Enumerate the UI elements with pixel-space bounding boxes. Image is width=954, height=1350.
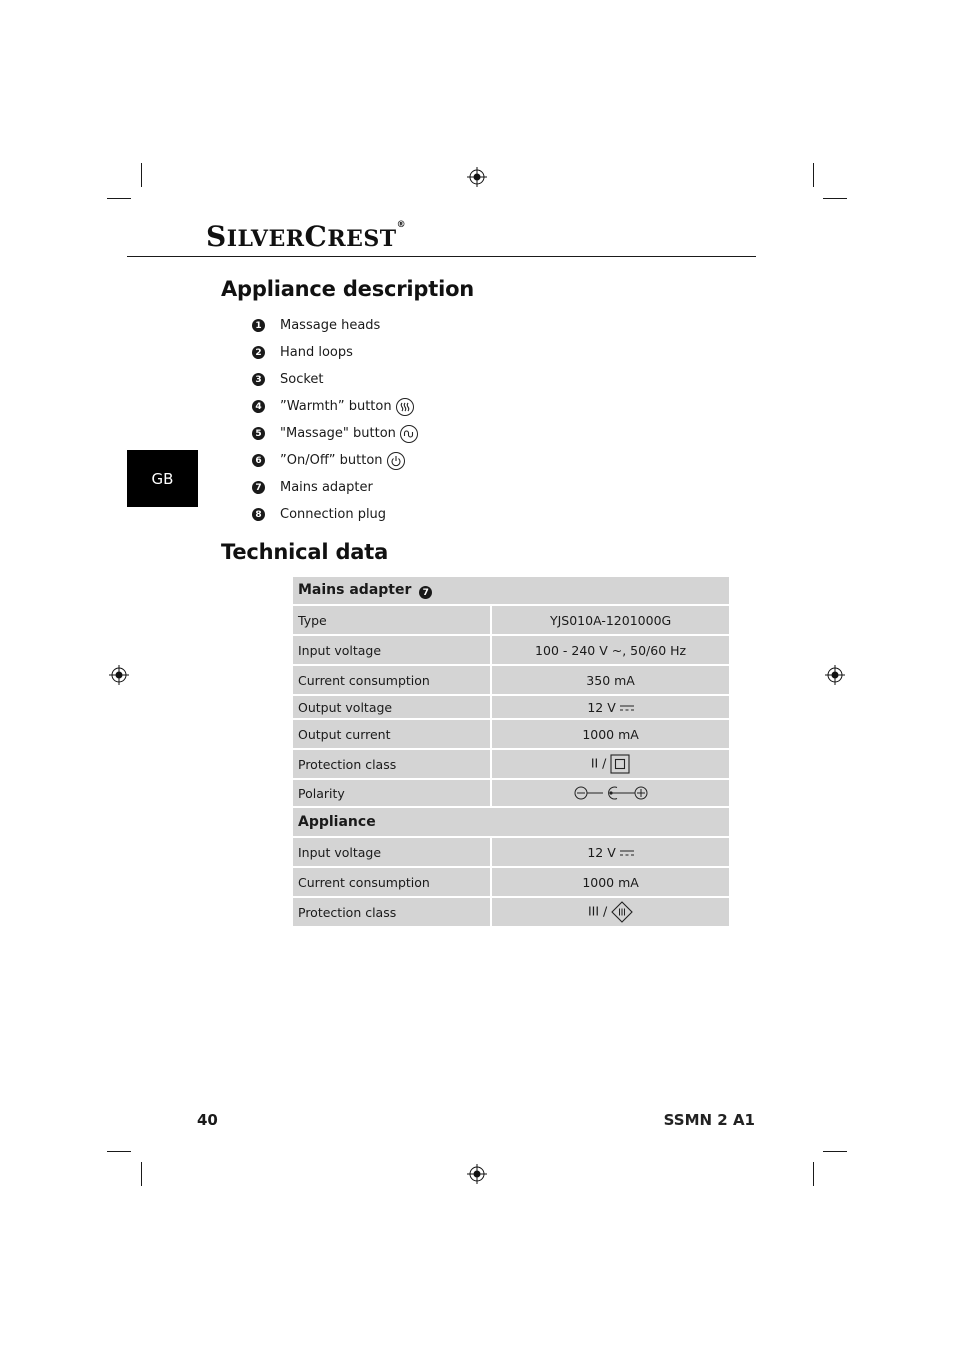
row-label: Protection class — [292, 897, 491, 927]
table-row — [292, 837, 730, 867]
item-label: ”Warmth” button — [280, 399, 392, 414]
crop-mark — [813, 1162, 814, 1186]
power-icon — [387, 452, 405, 470]
registration-mark-icon — [467, 167, 487, 187]
table-section-header — [292, 576, 730, 605]
row-value-cell — [491, 897, 730, 927]
heading-ref-number: 7 — [419, 586, 432, 599]
appliance-heading: Appliance — [292, 807, 730, 837]
item-number: 1 — [252, 319, 265, 332]
row-value: 1000 mA — [491, 719, 730, 749]
mains-adapter-heading-text: Mains adapter — [298, 581, 412, 598]
row-label: Current consumption — [292, 665, 491, 695]
list-item — [252, 501, 418, 528]
table-row — [292, 897, 730, 927]
table-row — [292, 665, 730, 695]
table-row — [292, 867, 730, 897]
item-label: "Massage" button — [280, 426, 396, 441]
item-number: 4 — [252, 400, 265, 413]
row-value-cell — [491, 749, 730, 779]
header-rule — [127, 256, 756, 257]
technical-data-title: Technical data — [221, 540, 389, 564]
crop-mark — [813, 163, 814, 187]
row-label: Type — [292, 605, 491, 635]
table-row — [292, 749, 730, 779]
registration-mark-icon — [825, 665, 845, 685]
row-value: II / — [590, 755, 607, 771]
protection-class-iii-icon — [611, 901, 633, 923]
item-number: 8 — [252, 508, 265, 521]
row-label: Output voltage — [292, 695, 491, 719]
crop-mark — [107, 1151, 131, 1152]
row-label: Protection class — [292, 749, 491, 779]
protection-class-ii-icon — [610, 754, 630, 774]
item-number: 5 — [252, 427, 265, 440]
registration-mark-icon — [467, 1164, 487, 1184]
crop-mark — [141, 163, 142, 187]
table-row — [292, 635, 730, 665]
row-value: 1000 mA — [491, 867, 730, 897]
list-item — [252, 312, 418, 339]
crop-mark — [823, 198, 847, 199]
row-value: 12 V — [587, 844, 616, 860]
row-value: 100 - 240 V ~, 50/60 Hz — [491, 635, 730, 665]
model-number: SSMN 2 A1 — [663, 1111, 755, 1129]
brand-logo: SILVERCREST® — [206, 220, 407, 253]
item-label: ”On/Off” button — [280, 453, 383, 468]
list-item — [252, 339, 418, 366]
row-value: III / — [587, 903, 608, 919]
mains-adapter-heading — [292, 576, 730, 605]
list-item — [252, 366, 418, 393]
crop-mark — [141, 1162, 142, 1186]
item-number: 3 — [252, 373, 265, 386]
list-item — [252, 420, 418, 447]
crop-mark — [107, 198, 131, 199]
item-number: 7 — [252, 481, 265, 494]
table-section-header — [292, 807, 730, 837]
row-value: YJS010A-1201000G — [491, 605, 730, 635]
row-value: 350 mA — [491, 665, 730, 695]
direct-current-icon — [620, 850, 634, 856]
row-value-cell — [491, 695, 730, 719]
row-label: Current consumption — [292, 867, 491, 897]
list-item — [252, 474, 418, 501]
item-label: Connection plug — [280, 507, 387, 522]
massage-icon — [400, 425, 418, 443]
table-row — [292, 779, 730, 807]
row-label: Input voltage — [292, 635, 491, 665]
row-label: Input voltage — [292, 837, 491, 867]
technical-data-table — [291, 575, 731, 928]
list-item — [252, 447, 418, 474]
warmth-icon — [396, 398, 414, 416]
row-value: 12 V — [587, 699, 616, 715]
item-label: Hand loops — [280, 345, 353, 360]
item-number: 6 — [252, 454, 265, 467]
row-value-cell — [491, 837, 730, 867]
row-value-cell — [491, 779, 730, 807]
item-label: Socket — [280, 372, 324, 387]
table-row — [292, 605, 730, 635]
row-label: Output current — [292, 719, 491, 749]
appliance-description-title: Appliance description — [221, 277, 475, 301]
language-tab — [127, 450, 198, 507]
item-label: Mains adapter — [280, 480, 373, 495]
appliance-parts-list — [252, 312, 418, 528]
table-row — [292, 719, 730, 749]
item-number: 2 — [252, 346, 265, 359]
page-number: 40 — [197, 1111, 218, 1129]
registration-mark-icon — [109, 665, 129, 685]
polarity-icon — [574, 785, 648, 801]
direct-current-icon — [620, 705, 634, 711]
list-item — [252, 393, 418, 420]
language-tab-label: GB — [151, 469, 174, 488]
table-row — [292, 695, 730, 719]
row-label: Polarity — [292, 779, 491, 807]
item-label: Massage heads — [280, 318, 381, 333]
crop-mark — [823, 1151, 847, 1152]
